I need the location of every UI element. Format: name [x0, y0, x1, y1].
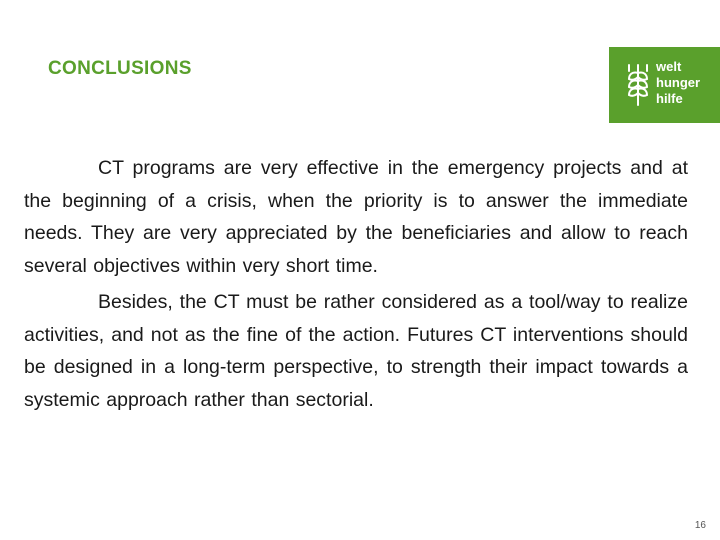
welthungerhilfe-logo: [609, 47, 720, 123]
logo-line-hilfe: hilfe: [656, 91, 683, 106]
slide-title: CONCLUSIONS: [48, 58, 192, 79]
slide-body: [24, 152, 688, 420]
wheat-ear-icon: [625, 61, 651, 107]
page-number: 16: [694, 520, 706, 531]
paragraph-ct-future: Besides, the CT must be rather considered as a tool/way to realize activities, and not as the fine of the action. Futures CT interventions should be designed in a long-term perspective, to strength their impact towards a systemic approach rather than sectorial.: [24, 291, 688, 411]
logo-line-welt: welt: [656, 59, 682, 74]
logo-wordmark: [656, 59, 700, 107]
logo-line-hunger: hunger: [656, 75, 701, 90]
paragraph-ct-effectiveness: CT programs are very effective in the emergency projects and at the beginning of a crisis, when the priority is to answer the immediate needs. They are very appreciated by the beneficiaries and allow to reach several objectives within very short time.: [24, 157, 688, 277]
